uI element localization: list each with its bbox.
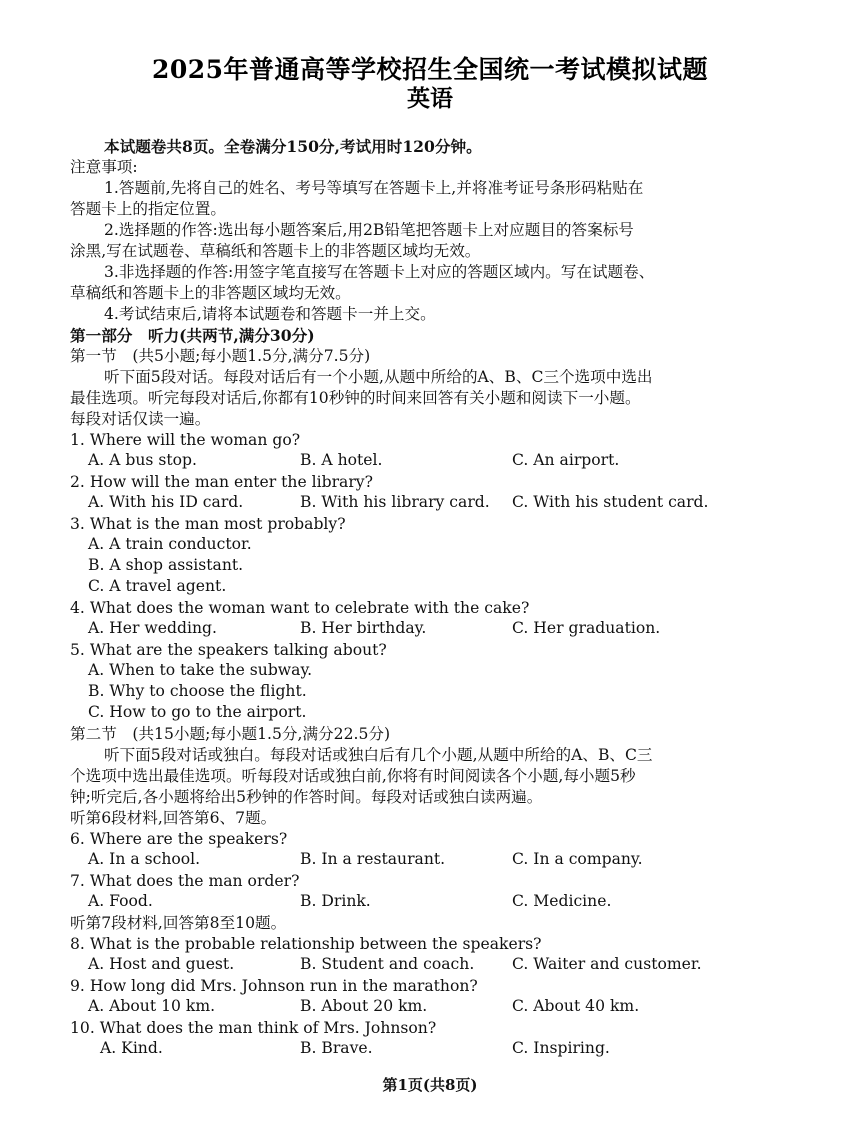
note-line: 草稿纸和答题卡上的非答题区域均无效。 xyxy=(70,284,351,302)
option-a: A. Her wedding. xyxy=(88,619,217,637)
option-b: B. A hotel. xyxy=(300,451,383,469)
option-a: A. About 10 km. xyxy=(88,997,216,1015)
option-a: A. A bus stop. xyxy=(88,451,197,469)
option-b: B. A shop assistant. xyxy=(88,556,244,574)
option-a: A. In a school. xyxy=(88,850,201,868)
intro-line: 本试题卷共8页。全卷满分150分,考试用时120分钟。 xyxy=(104,137,482,156)
section-two-instructions: 听下面5段对话或独白。每段对话或独白后有几个小题,从题中所给的A、B、C三 xyxy=(104,746,653,764)
option-c: C. Her graduation. xyxy=(512,619,661,637)
section-two-instructions: 钟;听完后,各小题将给出5秒钟的作答时间。每段对话或独白读两遍。 xyxy=(70,788,543,806)
option-b: B. Drink. xyxy=(300,892,371,910)
option-c: C. An airport. xyxy=(512,451,620,469)
question-stem: 4. What does the woman want to celebrate with the cake? xyxy=(70,599,530,617)
option-c: C. In a company. xyxy=(512,850,643,868)
notes-title: 注意事项: xyxy=(70,158,138,176)
subject-title: 英语 xyxy=(407,85,453,112)
option-c: C. With his student card. xyxy=(512,493,709,511)
note-line: 1.答题前,先将自己的姓名、考号等填写在答题卡上,并将准考证号条形码粘贴在 xyxy=(104,179,644,197)
section-two-instructions: 个选项中选出最佳选项。听每段对话或独白前,你将有时间阅读各个小题,每小题5秒 xyxy=(70,767,636,785)
option-c: C. Inspiring. xyxy=(512,1039,610,1057)
option-b: B. Why to choose the flight. xyxy=(88,682,307,700)
option-a: A. When to take the subway. xyxy=(88,661,313,679)
section-two-heading: 第二节 (共15小题;每小题1.5分,满分22.5分) xyxy=(70,725,391,743)
question-stem: 10. What does the man think of Mrs. Johnson? xyxy=(70,1019,437,1037)
question-stem: 5. What are the speakers talking about? xyxy=(70,641,387,659)
option-c: C. About 40 km. xyxy=(512,997,640,1015)
option-a: A. With his ID card. xyxy=(88,493,244,511)
question-stem: 7. What does the man order? xyxy=(70,872,300,890)
question-stem: 1. Where will the woman go? xyxy=(70,431,301,449)
question-stem: 6. Where are the speakers? xyxy=(70,830,288,848)
section-one-instructions: 听下面5段对话。每段对话后有一个小题,从题中所给的A、B、C三个选项中选出 xyxy=(104,368,653,386)
section-one-instructions: 最佳选项。听完每段对话后,你都有10秒钟的时间来回答有关小题和阅读下一小题。 xyxy=(70,389,641,407)
option-b: B. With his library card. xyxy=(300,493,490,511)
section-one-instructions: 每段对话仅读一遍。 xyxy=(70,410,211,428)
note-line: 答题卡上的指定位置。 xyxy=(70,200,226,218)
option-b: B. Student and coach. xyxy=(300,955,475,973)
option-b: B. Brave. xyxy=(300,1039,373,1057)
question-stem: 3. What is the man most probably? xyxy=(70,515,346,533)
material-7-note: 听第7段材料,回答第8至10题。 xyxy=(70,914,287,932)
option-a: A. Kind. xyxy=(100,1039,163,1057)
option-a: A. A train conductor. xyxy=(88,535,252,553)
material-6-note: 听第6段材料,回答第6、7题。 xyxy=(70,809,277,827)
section-one-heading: 第一节 (共5小题;每小题1.5分,满分7.5分) xyxy=(70,347,371,365)
option-c: C. A travel agent. xyxy=(88,577,227,595)
option-b: B. About 20 km. xyxy=(300,997,428,1015)
question-stem: 9. How long did Mrs. Johnson run in the marathon? xyxy=(70,977,478,995)
exam-title: 2025年普通高等学校招生全国统一考试模拟试题 xyxy=(151,55,709,84)
question-stem: 2. How will the man enter the library? xyxy=(70,473,373,491)
note-line: 涂黑,写在试题卷、草稿纸和答题卡上的非答题区域均无效。 xyxy=(70,242,481,260)
option-c: C. Waiter and customer. xyxy=(512,955,702,973)
option-a: A. Host and guest. xyxy=(88,955,235,973)
option-a: A. Food. xyxy=(88,892,153,910)
question-stem: 8. What is the probable relationship between the speakers? xyxy=(70,935,542,953)
option-b: B. In a restaurant. xyxy=(300,850,446,868)
option-c: C. Medicine. xyxy=(512,892,612,910)
option-b: B. Her birthday. xyxy=(300,619,427,637)
note-line: 2.选择题的作答:选出每小题答案后,用2B铅笔把答题卡上对应题目的答案标号 xyxy=(104,221,634,239)
part-one-heading: 第一部分 听力(共两节,满分30分) xyxy=(70,326,315,345)
option-c: C. How to go to the airport. xyxy=(88,703,307,721)
note-line: 4.考试结束后,请将本试题卷和答题卡一并上交。 xyxy=(104,305,436,323)
page-number: 第1页(共8页) xyxy=(382,1076,478,1094)
note-line: 3.非选择题的作答:用签字笔直接写在答题卡上对应的答题区域内。写在试题卷、 xyxy=(104,263,655,281)
